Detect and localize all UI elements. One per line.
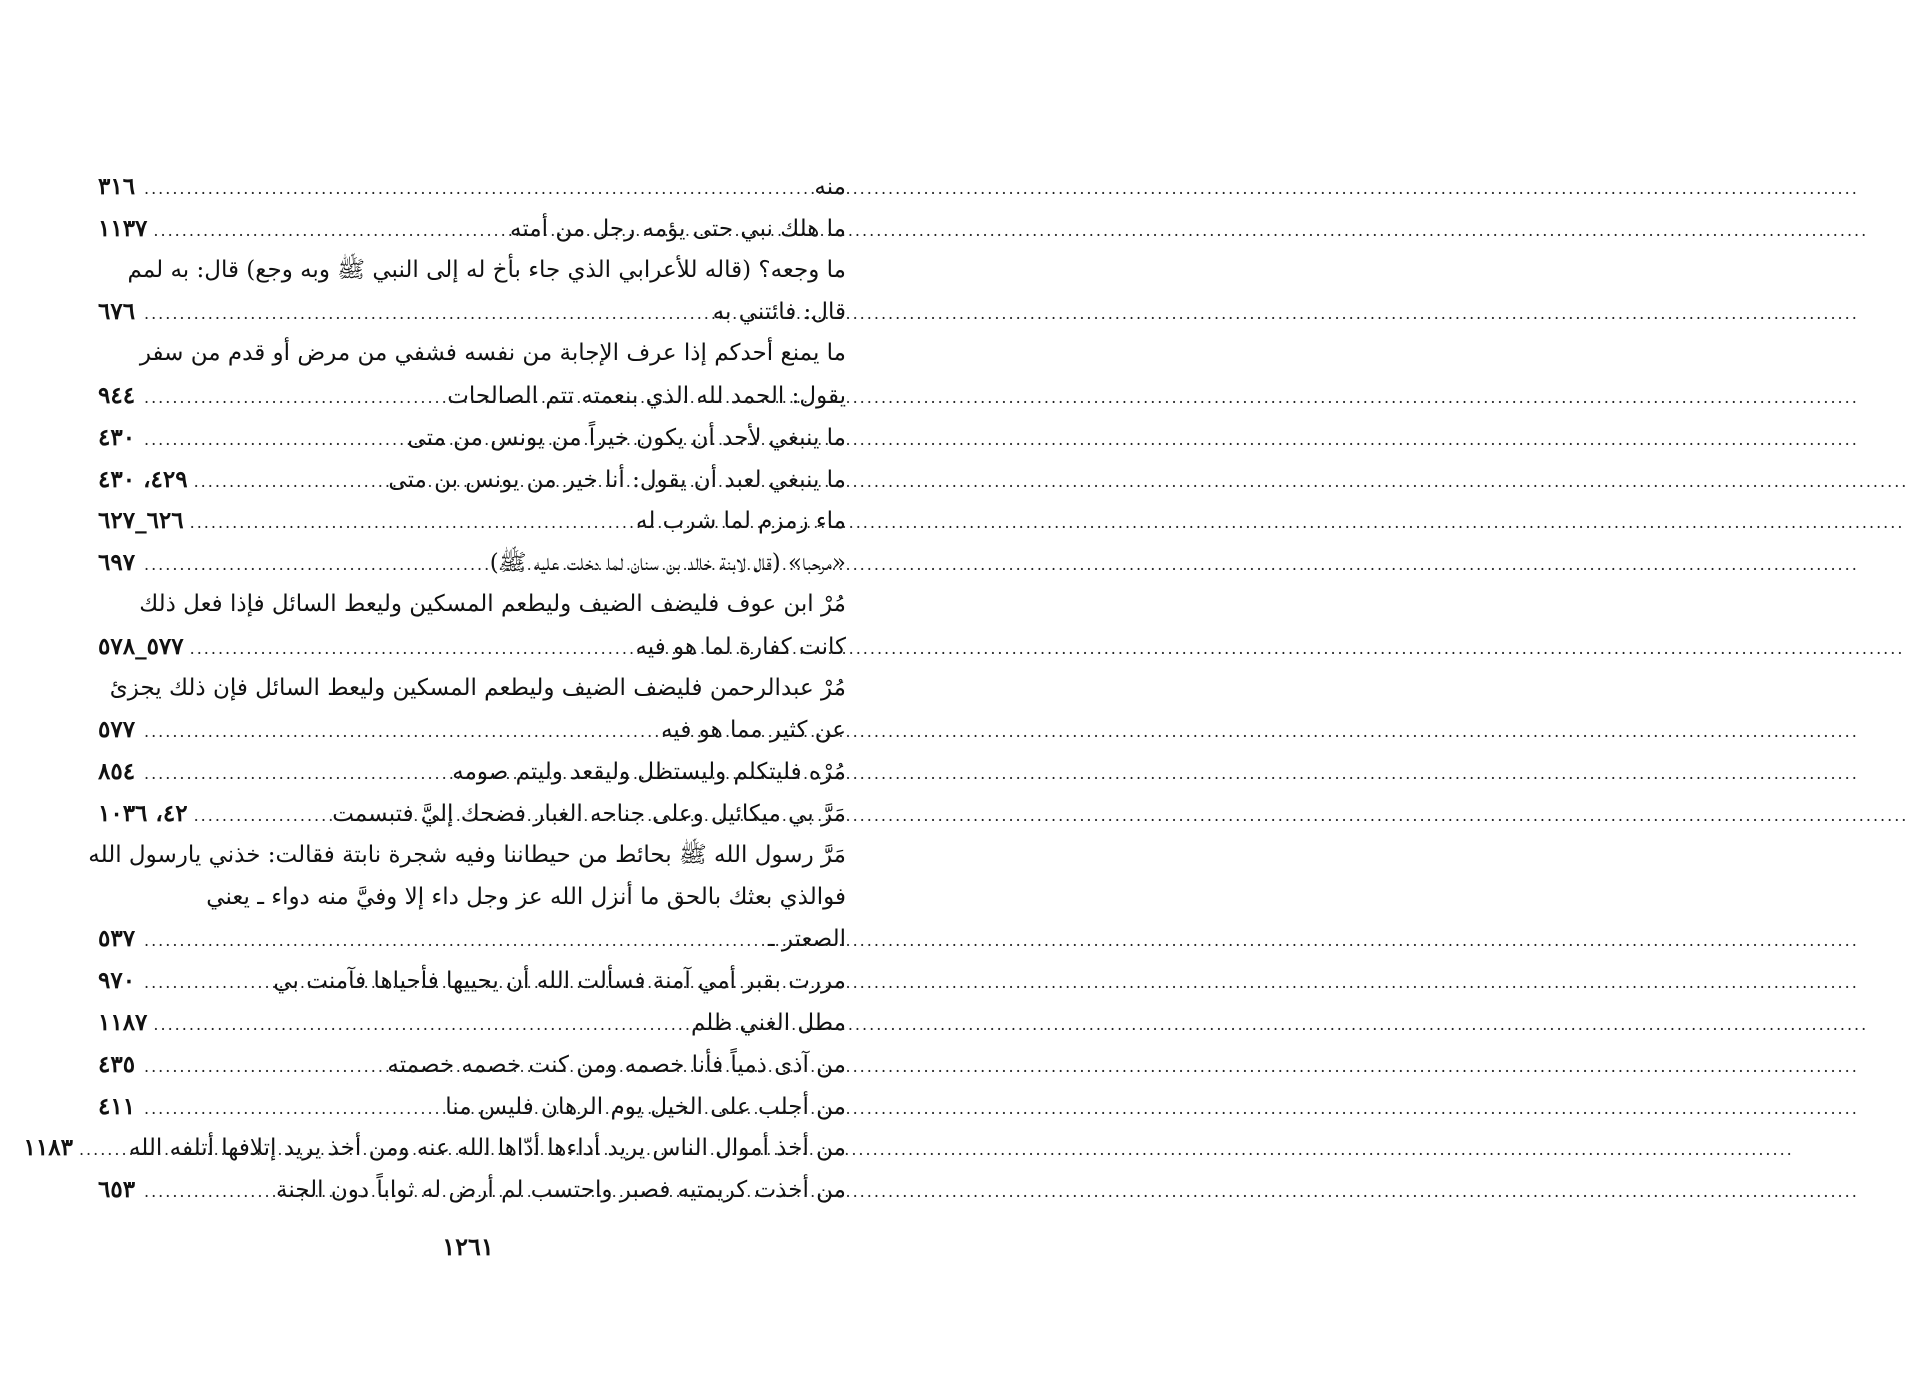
entry-text: عن كثير مما هو فيه [661, 717, 846, 744]
dot-leader [144, 419, 397, 461]
index-entry [98, 960, 846, 1002]
index-entry-line [98, 960, 846, 1002]
page-reference: ٨٥٤ [98, 758, 136, 786]
dot-leader [153, 210, 500, 252]
entry-text: من أخذت كريمتيه فصبر واحتسب لم أرض له ثواباً دون الجنة [276, 1177, 846, 1204]
index-entry [98, 500, 846, 542]
page-reference: ٤٢، ١٠٣٦ [98, 799, 188, 827]
dot-leader [144, 168, 804, 210]
index-entry [98, 751, 846, 793]
dot-leader [144, 293, 703, 335]
dot-leader [144, 544, 480, 586]
entry-text: الصعتر ـ [767, 926, 846, 953]
index-entry [98, 668, 846, 752]
index-entry-line [98, 918, 846, 960]
entry-text: قال: فائتني به [712, 299, 846, 326]
page-reference: ٩٤٤ [98, 381, 136, 409]
entry-text: كانت كفارة لما هو فيه [635, 633, 846, 660]
entry-text: مَرَّ رسول الله ﷺ بحائط من حيطاننا وفيه شجرة نابتة فقالت: خذني يارسول الله [88, 841, 846, 868]
index-entry-line [98, 1002, 846, 1044]
entry-text: ما ينبغي لأحد أن يكون خيراً من يونس من متى [407, 424, 846, 451]
index-list [23, 166, 846, 1211]
dot-leader [144, 920, 758, 962]
entry-text: فوالذي بعثك بالحق ما أنزل الله عز وجل داء إلا وفيَّ منه دواء ـ يعني [206, 883, 846, 910]
entry-text: يقول: الحمد لله الذي بنعمته تتم الصالحات [447, 382, 846, 409]
index-entry [98, 542, 846, 584]
index-entry-line [98, 877, 846, 919]
index-entry [98, 793, 846, 835]
dot-leader [144, 711, 651, 753]
entry-text: مَرَّ بي ميكائيل وعلى جناحه الغبار فضحك إليَّ فتبسمت [332, 800, 846, 827]
index-entry-line [98, 709, 846, 751]
index-entry-line [98, 751, 846, 793]
index-entry-line [98, 626, 846, 668]
dot-leader [190, 628, 626, 670]
index-entry-line [98, 291, 846, 333]
index-entry [98, 250, 846, 334]
index-entry [98, 166, 846, 208]
dot-leader [144, 1088, 435, 1130]
page-reference: ١١٨٣ [23, 1134, 73, 1162]
index-entry [98, 208, 846, 250]
index-entry [98, 1002, 846, 1044]
page-reference: ٥٣٧ [98, 925, 136, 953]
entry-text: منه [814, 174, 846, 200]
entry-text: ما هلك نبي حتى يؤمه رجل من أمته [510, 215, 846, 242]
dot-leader [194, 795, 323, 837]
page-reference: ٦٢٦_٦٢٧ [98, 507, 184, 535]
entry-text: من أخذ أموال الناس يريد أداءها أدّاها الله عنه ومن أخذ يريد إتلافها أتلفه الله [128, 1135, 846, 1162]
entry-text: «مرحبا» (قال لابنة خالد بن سنان لما دخلت عليه ﷺ) [489, 550, 846, 577]
dot-leader [144, 962, 263, 1004]
index-entry-line [98, 500, 846, 542]
index-entry-line [88, 835, 846, 877]
index-entry-line [98, 417, 846, 459]
index-entry-line [98, 166, 846, 208]
index-entry [98, 1086, 846, 1128]
page-reference: ٤٣٠ [98, 423, 136, 451]
page-reference: ٥٧٧ [98, 716, 136, 744]
page-reference: ٤٣٥ [98, 1050, 136, 1078]
dot-leader [153, 1004, 681, 1046]
index-entry [98, 459, 846, 501]
entry-text: مُرْ عبدالرحمن فليضف الضيف وليطعم المسكين وليعط السائل فإن ذلك يجزئ [109, 674, 846, 701]
dot-leader [190, 502, 626, 544]
dot-leader [144, 1046, 377, 1088]
index-entry-line [98, 793, 846, 835]
entry-text: ما وجعه؟ (قاله للأعرابي الذي جاء بأخ له إلى النبي ﷺ وبه وجع) قال: به لمم [127, 256, 846, 283]
entry-text: من أجلب على الخيل يوم الرهان فليس منا [445, 1093, 846, 1120]
index-entry-line [98, 584, 846, 626]
entry-text: مطل الغني ظلم [690, 1009, 846, 1036]
entry-text: ما يمنع أحدكم إذا عرف الإجابة من نفسه فشفي من مرض أو قدم من سفر [139, 340, 846, 367]
page-reference: ٦٥٣ [98, 1176, 136, 1204]
index-entry-line [98, 1086, 846, 1128]
entry-text: ماء زمزم لما شرب له [635, 508, 846, 535]
dot-leader [144, 753, 442, 795]
page-reference: ٩٧٠ [98, 967, 136, 995]
dot-leader [144, 1171, 266, 1213]
index-entry-line [98, 1169, 846, 1211]
entry-text: مُرْ ابن عوف فليضف الضيف وليطعم المسكين وليعط السائل فإذا فعل ذلك [139, 590, 846, 617]
index-entry-line [98, 668, 846, 710]
page-reference: ٦٩٧ [98, 549, 136, 577]
index-entry-line [98, 1044, 846, 1086]
page-reference: ٣١٦ [98, 173, 136, 200]
index-entry-line [98, 375, 846, 417]
index-entry-line [98, 250, 846, 292]
page-reference: ١١٣٧ [98, 214, 148, 242]
page-reference: ٤٢٩، ٤٣٠ [98, 465, 188, 493]
dot-leader [144, 377, 437, 419]
dot-leader [79, 1129, 119, 1171]
index-entry [98, 1169, 846, 1211]
dot-leader [194, 461, 379, 503]
entry-text: مررت بقبر أمي آمنة فسألت الله أن يحييها فأحياها فآمنت بي [273, 968, 846, 995]
index-entry-line [98, 208, 846, 250]
index-entry-line [98, 459, 846, 501]
index-entry [98, 584, 846, 668]
index-entry-line [98, 333, 846, 375]
index-entry [23, 1127, 846, 1169]
page-reference: ٤١١ [98, 1092, 136, 1120]
index-entry [98, 1044, 846, 1086]
entry-text: ما ينبغي لعبد أن يقول: أنا خير من يونس بن متى [388, 466, 846, 493]
entry-text: من آذى ذمياً فأنا خصمه ومن كنت خصمه خصمته [387, 1051, 846, 1078]
page-number: ١٢٦١ [442, 1232, 494, 1261]
page-reference: ٦٧٦ [98, 298, 136, 326]
entry-text: مُرْه فليتكلم وليستظل وليقعد وليتم صومه [452, 759, 846, 786]
index-entry [88, 835, 846, 960]
index-entry [98, 417, 846, 459]
page-reference: ٥٧٧_٥٧٨ [98, 632, 184, 660]
index-entry [98, 333, 846, 417]
page-reference: ١١٨٧ [98, 1008, 148, 1036]
index-entry-line [98, 542, 846, 584]
index-entry-line [23, 1127, 846, 1169]
